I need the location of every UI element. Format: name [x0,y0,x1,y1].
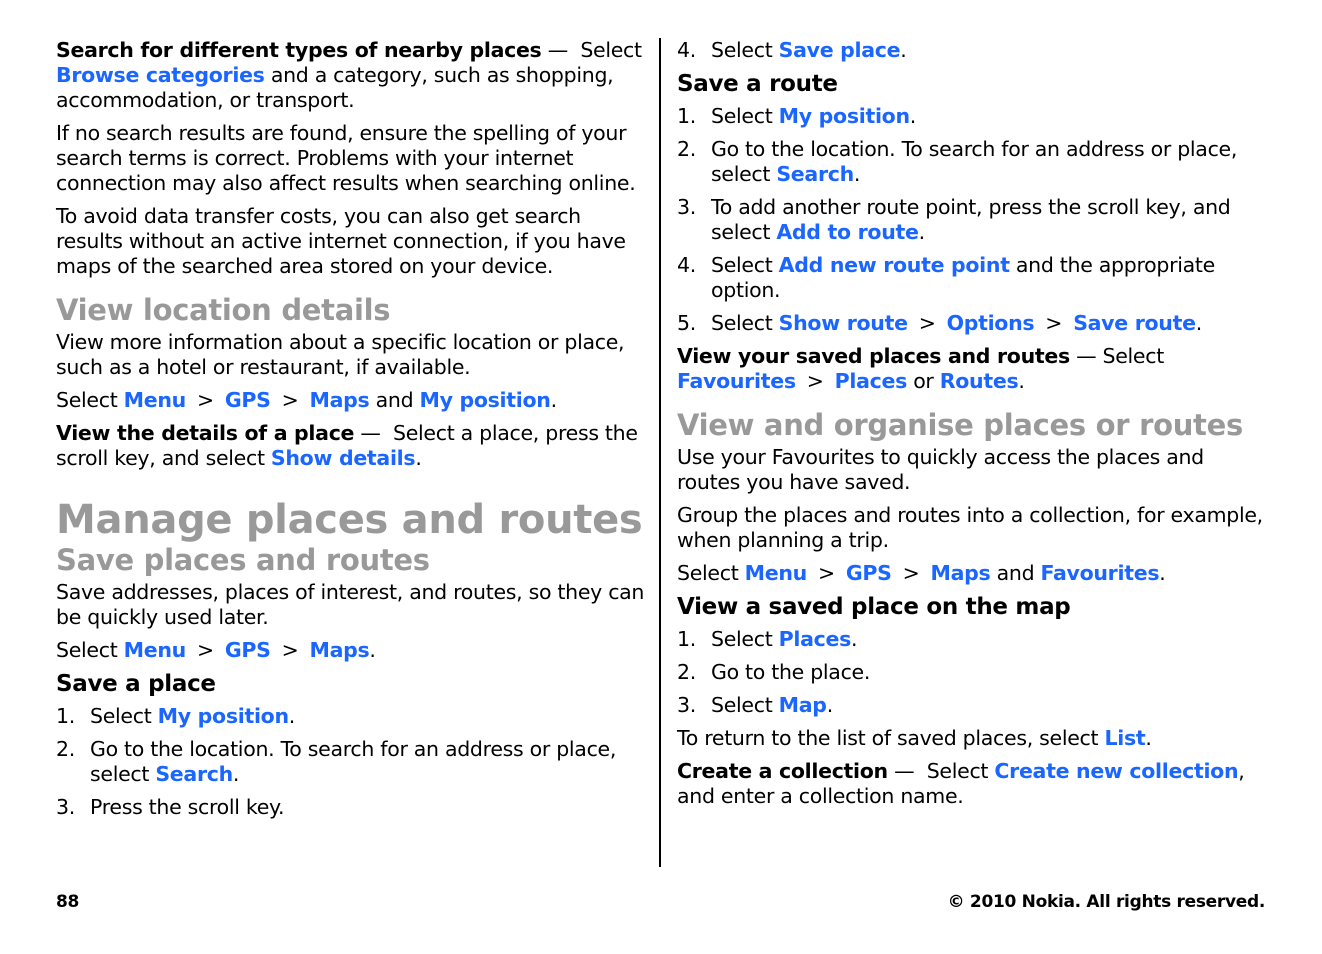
step-text: Go to the place. [711,660,871,684]
page-number: 88 [56,892,80,912]
step-text: Select [711,693,773,717]
maps-path [56,638,648,663]
manage-heading: Manage places and routes [56,497,643,543]
right-column [677,38,1269,817]
list-item [677,693,1269,718]
period: . [909,104,916,128]
step-number: 2. [677,137,696,161]
list-item [677,311,1269,336]
step-number: 3. [56,795,75,819]
column-divider [659,38,661,867]
save-place-steps [56,704,648,820]
return-paragraph [677,726,1269,751]
options-link[interactable]: Options [946,311,1035,335]
nearby-paragraph [56,38,648,113]
save-places-heading: Save places and routes [56,543,430,577]
dash: — [360,421,381,445]
places-link[interactable]: Places [834,369,907,393]
list-item [677,104,1269,129]
period: . [232,762,240,786]
organise-text-1: Use your Favourites to quickly access the places and routes you have saved. [677,445,1204,494]
saved-term: View your saved places and routes [677,344,1070,368]
list-item [677,195,1269,245]
create-new-collection-link[interactable]: Create new collection [994,759,1239,783]
separator: > [902,561,920,585]
details-paragraph [56,421,648,471]
period: . [288,704,295,728]
favourites-path [677,561,1269,586]
list-item [677,660,1269,685]
save-route-steps [677,104,1269,336]
save-place-steps-continued [677,38,1269,63]
no-results-paragraph: If no search results are found, ensure the spelling of your search terms is correct. Problems with your internet connection may also affect results when searching online. [56,121,636,195]
dash: — [894,759,915,783]
avoid-costs-paragraph: To avoid data transfer costs, you can also get search results without an active internet connection, if you have maps of the searched area stored on your device. [56,204,626,278]
add-new-route-point-link[interactable]: Add new route point [778,253,1010,277]
show-route-link[interactable]: Show route [778,311,908,335]
select-word: Select [1102,344,1164,368]
add-to-route-link[interactable]: Add to route [776,220,919,244]
period: . [826,693,833,717]
step-number: 5. [677,311,696,335]
nearby-term: Search for different types of nearby places [56,38,542,62]
period: . [415,446,422,470]
separator: > [806,369,824,393]
maps-link[interactable]: Maps [309,388,370,412]
menu-link[interactable]: Menu [123,638,186,662]
separator: > [281,388,299,412]
menu-link[interactable]: Menu [123,388,186,412]
step-text: Select [711,311,773,335]
period: . [851,627,858,651]
step-text: and the appropriate option. [711,253,1215,302]
menu-link[interactable]: Menu [744,561,807,585]
collection-term: Create a collection [677,759,888,783]
maps-link[interactable]: Maps [309,638,370,662]
step-text: Select [711,253,773,277]
save-route-link[interactable]: Save route [1073,311,1196,335]
step-number: 1. [677,627,696,651]
places-link[interactable]: Places [778,627,852,651]
list-item [677,38,1269,63]
left-column [56,38,648,828]
step-text: Select [711,104,773,128]
view-saved-steps [677,627,1269,718]
select-word: Select [580,38,642,62]
select-word: Select [56,638,118,662]
saved-paragraph [677,344,1269,394]
routes-link[interactable]: Routes [939,369,1019,393]
search-link[interactable]: Search [776,162,854,186]
step-text: Go to the location. To search for an address or place, select [711,137,1238,186]
step-text: Select [711,38,773,62]
view-location-text: View more information about a specific location or place, such as a hotel or restaurant, if available. [56,330,625,379]
view-location-heading: View location details [56,293,391,327]
collection-paragraph [677,759,1269,809]
list-link[interactable]: List [1104,726,1146,750]
step-number: 1. [56,704,75,728]
separator: > [196,388,214,412]
period: . [918,220,925,244]
step-number: 4. [677,253,696,277]
step-text: To add another route point, press the scroll key, and select [711,195,1231,244]
location-path [56,388,648,413]
list-item [677,253,1269,303]
details-term: View the details of a place [56,421,355,445]
list-item [677,137,1269,187]
period: . [1145,726,1152,750]
my-position-link[interactable]: My position [778,104,910,128]
period: . [369,638,376,662]
step-number: 1. [677,104,696,128]
save-route-heading: Save a route [677,71,838,97]
gps-link[interactable]: GPS [224,388,271,412]
separator: > [1045,311,1063,335]
step-text: Select [90,704,152,728]
separator: > [281,638,299,662]
return-text: To return to the list of saved places, select [677,726,1099,750]
select-word: Select [56,388,118,412]
step-text: Go to the location. To search for an address or place, select [90,737,617,786]
show-details-link[interactable]: Show details [270,446,416,470]
period: . [853,162,861,186]
step-text: Press the scroll key. [90,795,285,819]
and-word: and [996,561,1035,585]
step-number: 2. [56,737,75,761]
map-link[interactable]: Map [778,693,827,717]
gps-link[interactable]: GPS [224,638,271,662]
and-word: and [375,388,414,412]
step-text: Select [711,627,773,651]
collection-post: , and enter a collection name. [677,759,1245,808]
period: . [1195,311,1202,335]
my-position-link[interactable]: My position [157,704,289,728]
save-place-heading: Save a place [56,671,216,697]
nearby-post: and a category, such as shopping, accommodation, or transport. [56,63,614,112]
or-word: or [913,369,934,393]
copyright: © 2010 Nokia. All rights reserved. [947,892,1265,912]
organise-text-2: Group the places and routes into a collection, for example, when planning a trip. [677,503,1263,552]
view-saved-heading: View a saved place on the map [677,594,1071,620]
save-place-link[interactable]: Save place [778,38,901,62]
my-position-link[interactable]: My position [419,388,551,412]
period: . [1159,561,1166,585]
step-number: 3. [677,693,696,717]
list-item [677,627,1269,652]
gps-link[interactable]: GPS [845,561,892,585]
save-places-text: Save addresses, places of interest, and routes, so they can be quickly used later. [56,580,645,629]
step-number: 2. [677,660,696,684]
details-text: Select a place, press the scroll key, and select [56,421,638,470]
list-item [56,795,648,820]
list-item [56,737,648,787]
period: . [550,388,557,412]
separator: > [196,638,214,662]
separator: > [817,561,835,585]
separator: > [918,311,936,335]
select-word: Select [677,561,739,585]
list-item [56,704,648,729]
favourites-link[interactable]: Favourites [677,369,796,393]
maps-link[interactable]: Maps [930,561,991,585]
period: . [1018,369,1025,393]
dash: — [1076,344,1097,368]
browse-categories-link[interactable]: Browse categories [56,63,265,87]
favourites-link[interactable]: Favourites [1040,561,1160,585]
dash: — [547,38,568,62]
period: . [900,38,907,62]
search-link[interactable]: Search [155,762,233,786]
organise-heading: View and organise places or routes [677,408,1243,442]
step-number: 4. [677,38,696,62]
step-number: 3. [677,195,696,219]
select-word: Select [926,759,989,783]
